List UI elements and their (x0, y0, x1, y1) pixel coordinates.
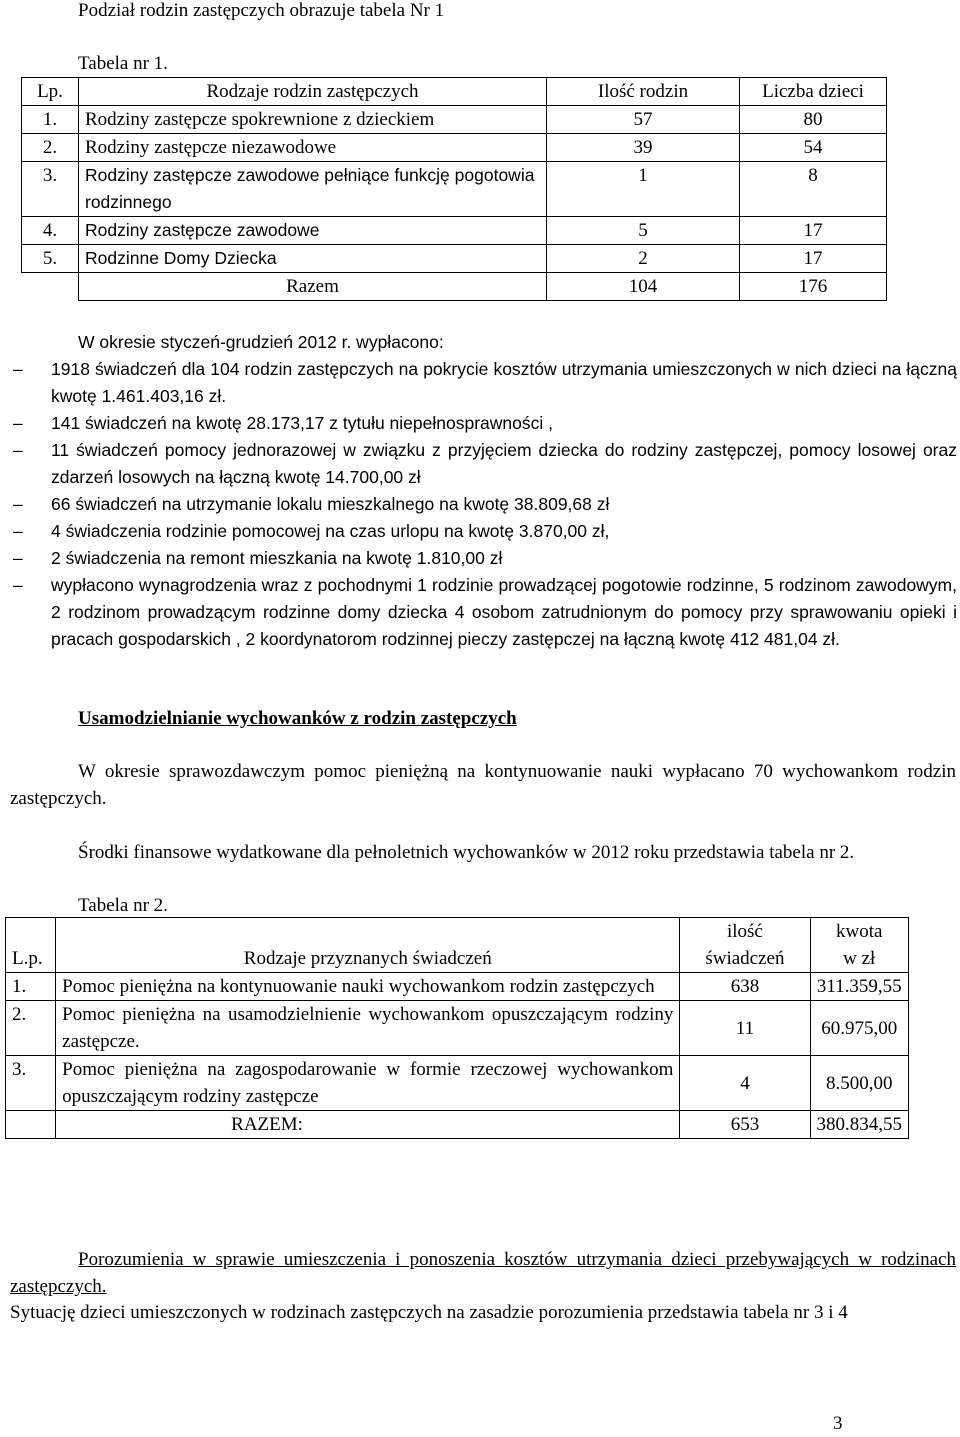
row-lp: 2. (22, 134, 79, 162)
row-type: Pomoc pieniężna na kontynuowanie nauki wychowankom rodzin zastępczych (56, 973, 680, 1001)
row-type: Pomoc pieniężna na zagospodarowanie w formie rzeczowej wychowankom opuszczającym rodziny zastępcze (56, 1056, 680, 1111)
total-label: RAZEM: (56, 1111, 680, 1139)
table2 (5, 917, 909, 1139)
list-item-text: 2 świadczenia na remont mieszkania na kwotę 1.810,00 zł (51, 548, 503, 568)
list-item (13, 356, 957, 410)
paragraph-continuation-aid: W okresie sprawozdawczym pomoc pieniężną na kontynuowanie nauki wypłacano 70 wychowankom rodzin zastępczych. (10, 761, 956, 809)
table-row (22, 245, 887, 273)
table1-total-row (22, 273, 887, 301)
row-amount: 8.500,00 (810, 1056, 909, 1111)
row-name: Rodziny zastępcze spokrewnione z dzieckiem (79, 106, 547, 134)
dash-bullet: – (13, 521, 23, 541)
table1-header-lp: Lp. (22, 78, 79, 106)
row-lp: 1. (22, 106, 79, 134)
row-name: Rodzinne Domy Dziecka (79, 245, 547, 273)
table1-caption: Tabela nr 1. (78, 53, 168, 74)
row-type: Pomoc pieniężna na usamodzielnienie wychowankom opuszczającym rodziny zastępcze. (56, 1001, 680, 1056)
intro-text: Podział rodzin zastępczych obrazuje tabela Nr 1 (78, 0, 445, 21)
row-families: 2 (547, 245, 740, 273)
total-count: 653 (680, 1111, 810, 1139)
paragraph-funds: Środki finansowe wydatkowane dla pełnoletnich wychowanków w 2012 roku przedstawia tabela nr 2. (78, 842, 855, 863)
list-item-text: wypłacono wynagrodzenia wraz z pochodnymi 1 rodzinie prowadzącej pogotowie rodzinne, 5 rodzinom zawodowym, 2 rodzinom prowadzącym rodzinne domy dziecka 4 osobom zatrudnionym do pomocy przy sprawowaniu opieki i pracach gospodarskich , 2 koordynatorom rodzinnej pieczy zastępczej na łączną kwotę 412 481,04 zł. (51, 575, 957, 649)
page-number: 3 (833, 1413, 843, 1434)
period-intro: W okresie styczeń-grudzień 2012 r. wypłacono: (78, 332, 444, 352)
list-item (13, 491, 957, 518)
list-item-text: 4 świadczenia rodzinie pomocowej na czas urlopu na kwotę 3.870,00 zł, (51, 521, 610, 541)
count-header-line1: ilość (726, 921, 763, 942)
amount-header-line1: kwota (836, 921, 883, 942)
list-item (13, 572, 957, 653)
table-row (22, 162, 887, 217)
total-families: 104 (547, 273, 740, 301)
row-count: 4 (680, 1056, 810, 1111)
dash-bullet: – (13, 575, 23, 595)
row-count: 638 (680, 973, 810, 1001)
row-children: 80 (740, 106, 887, 134)
row-lp: 4. (22, 217, 79, 245)
row-children: 17 (740, 217, 887, 245)
row-amount: 60.975,00 (810, 1001, 909, 1056)
list-item-text: 1918 świadczeń dla 104 rodzin zastępczych na pokrycie kosztów utrzymania umieszczonych w nich dzieci na łączną kwotę 1.461.403,16 zł. (51, 359, 957, 406)
table1-header-type: Rodzaje rodzin zastępczych (79, 78, 547, 106)
section-heading-independence: Usamodzielnianie wychowanków z rodzin zastępczych (78, 708, 517, 729)
list-item (13, 437, 957, 491)
row-children: 17 (740, 245, 887, 273)
table-row (6, 1001, 909, 1056)
total-children: 176 (740, 273, 887, 301)
table2-header-amount (810, 918, 909, 973)
row-name: Rodziny zastępcze zawodowe pełniące funkcję pogotowia rodzinnego (79, 162, 547, 217)
dash-bullet: – (13, 413, 23, 433)
payments-list (13, 356, 957, 653)
dash-bullet: – (13, 494, 23, 514)
list-item (13, 518, 957, 545)
row-children: 54 (740, 134, 887, 162)
paragraph-agreements: Sytuację dzieci umieszczonych w rodzinach zastępczych na zasadzie porozumienia przedstawia tabela nr 3 i 4 (10, 1302, 848, 1323)
amount-header-line2: w zł (843, 948, 876, 969)
total-amount: 380.834,55 (810, 1111, 909, 1139)
table-row (6, 973, 909, 1001)
row-name: Rodziny zastępcze niezawodowe (79, 134, 547, 162)
row-amount: 311.359,55 (810, 973, 909, 1001)
list-item-text: 66 świadczeń na utrzymanie lokalu mieszkalnego na kwotę 38.809,68 zł (51, 494, 610, 514)
table-row (22, 134, 887, 162)
row-lp: 3. (22, 162, 79, 217)
table2-header-row (6, 918, 909, 973)
count-header-line2: świadczeń (705, 948, 785, 969)
table2-total-row (6, 1111, 909, 1139)
dash-bullet: – (13, 359, 23, 379)
row-lp: 1. (6, 973, 56, 1001)
table1-header-children: Liczba dzieci (740, 78, 887, 106)
row-count: 11 (680, 1001, 810, 1056)
table1-header-families: Ilość rodzin (547, 78, 740, 106)
row-families: 1 (547, 162, 740, 217)
row-children: 8 (740, 162, 887, 217)
dash-bullet: – (13, 548, 23, 568)
table1 (21, 77, 887, 301)
table2-header-count (680, 918, 810, 973)
section-heading-agreements: Porozumienia w sprawie umieszczenia i ponoszenia kosztów utrzymania dzieci przebywających w rodzinach zastępczych. (10, 1249, 956, 1297)
row-families: 57 (547, 106, 740, 134)
list-item-text: 11 świadczeń pomocy jednorazowej w związku z przyjęciem dziecka do rodziny zastępczej, pomocy losowej oraz zdarzeń losowych na łączną kwotę 14.700,00 zł (51, 440, 957, 487)
dash-bullet: – (13, 440, 23, 460)
row-lp: 2. (6, 1001, 56, 1056)
table2-header-lp: L.p. (6, 918, 56, 973)
list-item-text: 141 świadczeń na kwotę 28.173,17 z tytułu niepełnosprawności , (51, 413, 553, 433)
table2-header-type: Rodzaje przyznanych świadczeń (56, 918, 680, 973)
table-row (22, 106, 887, 134)
total-label: Razem (79, 273, 547, 301)
table-row (6, 1056, 909, 1111)
table-row (22, 217, 887, 245)
table1-header-row (22, 78, 887, 106)
row-families: 39 (547, 134, 740, 162)
table2-caption: Tabela nr 2. (78, 895, 168, 916)
list-item (13, 545, 957, 572)
row-lp: 5. (22, 245, 79, 273)
row-families: 5 (547, 217, 740, 245)
list-item (13, 410, 957, 437)
row-name: Rodziny zastępcze zawodowe (79, 217, 547, 245)
row-lp: 3. (6, 1056, 56, 1111)
